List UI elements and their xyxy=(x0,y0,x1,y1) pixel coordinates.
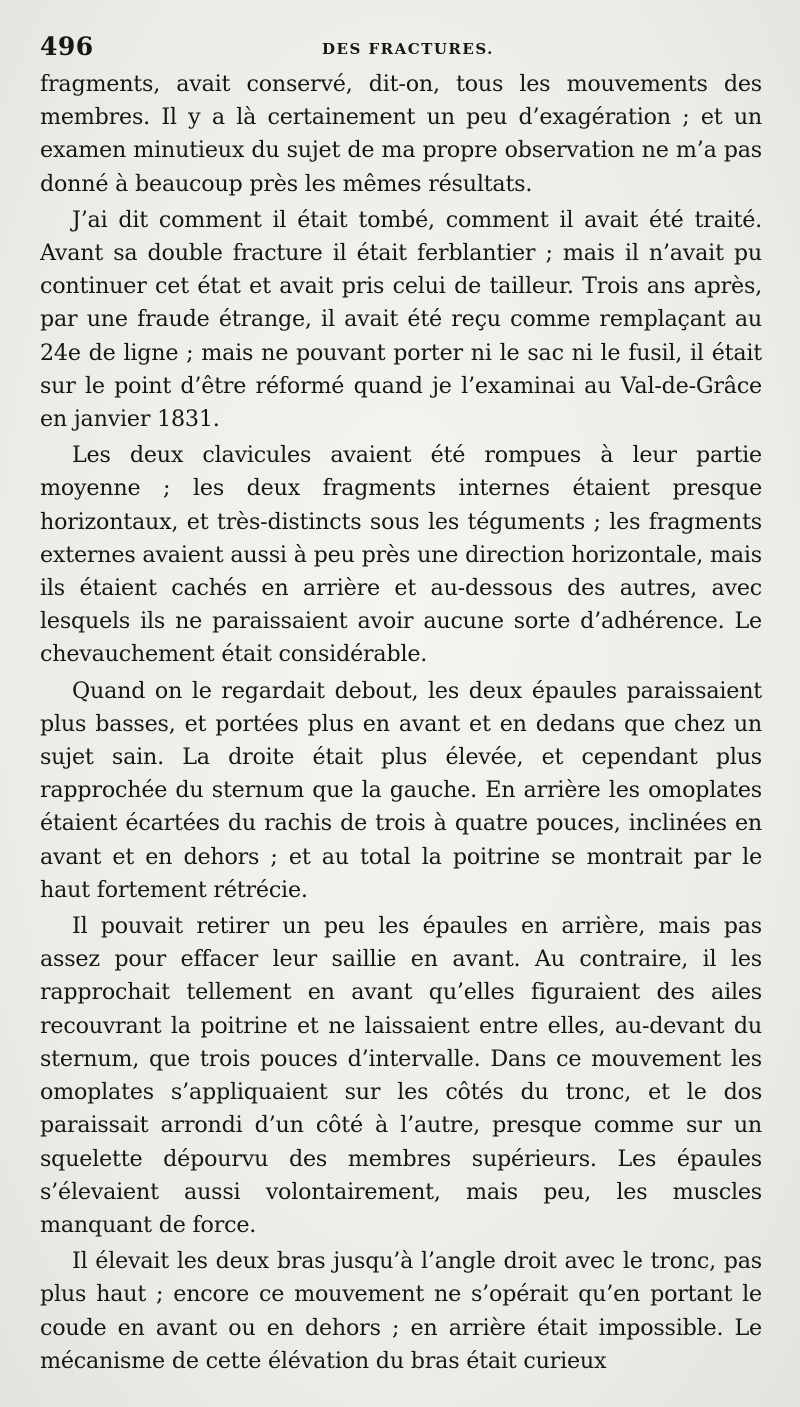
running-title: DES FRACTURES. xyxy=(322,40,494,58)
paragraph: Quand on le regardait debout, les deux épaules paraissaient plus basses, et portées plus en avant et en dedans que chez un sujet sain. La droite était plus élevée, et cependant plus rapprochée du sternum que la gauche. En arrière les omoplates étaient écartées du rachis de trois à quatre pouces, inclinées en avant et en dehors ; et au total la poitrine se montrait par le haut fortement rétrécie. xyxy=(40,677,762,903)
paragraph: Il pouvait retirer un peu les épaules en arrière, mais pas assez pour effacer leur saillie en avant. Au contraire, il les rapprochait tellement en avant qu’elles figuraient des ailes recouvrant la poitrine et ne laissaient entre elles, au-devant du sternum, que trois pouces d’intervalle. Dans ce mouvement les omoplates s’appliquaient sur les côtés du tronc, et le dos paraissait arrondi d’un côté à l’autre, presque comme sur un squelette dépourvu des membres supérieurs. Les épaules s’élevaient aussi volontairement, mais peu, les muscles manquant de force. xyxy=(40,913,762,1238)
body-text xyxy=(40,68,762,1378)
paragraph-continuation: fragments, avait conservé, dit-on, tous les mouvements des membres. Il y a là certainement un peu d’exagération ; et un examen minutieux du sujet de ma propre observation ne m’a pas donné à beaucoup près les mêmes résultats. xyxy=(40,71,762,197)
paragraph: Les deux clavicules avaient été rompues à leur partie moyenne ; les deux fragments internes étaient presque horizontaux, et très-distincts sous les téguments ; les fragments externes avaient aussi à peu près une direction horizontale, mais ils étaient cachés en arrière et au-dessous des autres, avec lesquels ils ne paraissaient avoir aucune sorte d’adhérence. Le chevauchement était considérable. xyxy=(40,442,762,668)
page-header xyxy=(40,28,762,68)
paragraph: Il élevait les deux bras jusqu’à l’angle droit avec le tronc, pas plus haut ; encore ce mouvement ne s’opérait qu’en portant le coude en avant ou en dehors ; en arrière était impossible. Le mécanisme de cette élévation du bras était curieux xyxy=(40,1248,762,1374)
paragraph: J’ai dit comment il était tombé, comment il avait été traité. Avant sa double fracture il était ferblantier ; mais il n’avait pu continuer cet état et avait pris celui de tailleur. Trois ans après, par une fraude étrange, il avait été reçu comme remplaçant au 24e de ligne ; mais ne pouvant porter ni le sac ni le fusil, il était sur le point d’être réformé quand je l’examinai au Val-de-Grâce en janvier 1831. xyxy=(40,206,762,433)
page-number: 496 xyxy=(40,32,94,61)
